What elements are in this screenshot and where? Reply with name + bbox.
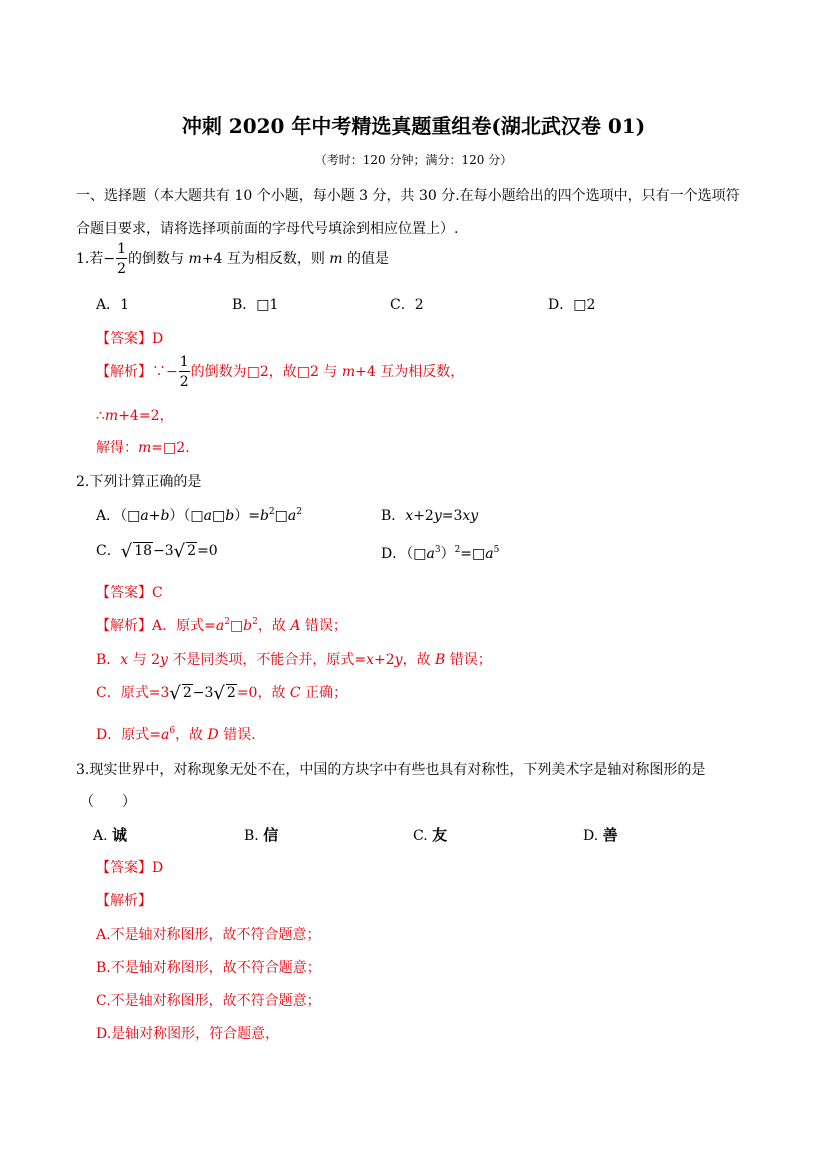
q1-line3-m: m bbox=[138, 440, 152, 456]
q2-opt-a-part: □ bbox=[212, 508, 226, 524]
q2-answer: 【答案】C bbox=[96, 585, 163, 601]
q2-opt-a-part: □ bbox=[274, 508, 288, 524]
q2-exp-c-var: C bbox=[289, 685, 301, 701]
q1-solve-label: 解得： bbox=[96, 440, 138, 456]
q2-opt-c-radicand1: 18 bbox=[134, 543, 153, 559]
q1-end: 的值是 bbox=[342, 251, 390, 267]
q2-option-d bbox=[381, 543, 499, 563]
q2-exp-b-part: +2 bbox=[374, 652, 395, 668]
q3-opt-d-label: D. bbox=[583, 828, 603, 844]
q2-exp-d-exp: 6 bbox=[169, 726, 176, 736]
q2-opt-d-part: ） bbox=[440, 546, 455, 562]
q2-opt-b-var: x bbox=[405, 508, 414, 524]
q2-opt-a-var: b bbox=[259, 508, 269, 524]
q2-exp-d-var: D bbox=[207, 727, 219, 743]
section-intro-line1: 一、选择题（本大题共有 10 个小题，每小题 3 分，共 30 分.在每小题给出的四个选项中，只有一个选项符 bbox=[76, 188, 740, 204]
q2-explanation-c bbox=[96, 682, 347, 704]
q3-explanation-c: C.不是轴对称图形，故不符合题意； bbox=[96, 993, 321, 1009]
q2-opt-d-var: a bbox=[426, 546, 435, 562]
q1-therefore: ∴ bbox=[96, 408, 105, 424]
q3-opt-c-label: C. bbox=[413, 828, 433, 844]
q1-minus: − bbox=[103, 251, 116, 267]
q2-opt-a-label: A． bbox=[96, 508, 121, 524]
q3-answer: 【答案】D bbox=[96, 860, 164, 876]
q1-exp-rest1: 的倒数为□2，故□2 与 bbox=[190, 364, 342, 380]
q2-opt-a-exp: 2 bbox=[296, 507, 302, 517]
q2-opt-d-exp: 3 bbox=[434, 545, 441, 555]
q2-opt-a-var: a bbox=[203, 508, 213, 524]
q2-opt-b-label: B． bbox=[381, 508, 406, 524]
q2-opt-a-part: ）= bbox=[234, 508, 260, 524]
q1-explanation-line2 bbox=[96, 405, 173, 425]
q3-opt-a-label: A. bbox=[93, 828, 113, 844]
q1-line2-rest: +4=2， bbox=[118, 408, 174, 424]
q1-exp-denominator: 2 bbox=[179, 374, 189, 390]
q1-fraction bbox=[116, 242, 127, 276]
sqrt-symbol: √ bbox=[169, 683, 181, 704]
q2-exp-b-part: B． bbox=[96, 652, 121, 668]
q2-exp-a-var: b bbox=[243, 618, 253, 634]
q2-opt-d-exp: 2 bbox=[454, 545, 461, 555]
q3-opt-c-char: 友 bbox=[432, 826, 448, 844]
q3-explanation-b: B.不是轴对称图形，故不符合题意； bbox=[96, 960, 321, 976]
q2-exp-a-part: 错误； bbox=[300, 618, 347, 634]
q2-exp-b-part: ，故 bbox=[402, 652, 436, 668]
q2-exp-b-var: x bbox=[366, 652, 375, 668]
q2-exp-a-exp: 2 bbox=[252, 617, 258, 627]
sqrt-symbol: √ bbox=[120, 541, 133, 562]
q2-opt-c-mid: −3 bbox=[153, 543, 174, 559]
q2-exp-d-part: 错误. bbox=[218, 727, 256, 743]
q1-option-d: D．□2 bbox=[548, 297, 596, 313]
q2-exp-c-radicand: 2 bbox=[182, 685, 192, 701]
q2-exp-a-exp: 2 bbox=[224, 617, 230, 627]
q1-exp-tag: 【解析】∵ bbox=[96, 364, 166, 380]
q2-exp-b-var: B bbox=[435, 652, 446, 668]
q1-exp-m: m bbox=[341, 364, 356, 380]
q2-exp-c-part: =0，故 bbox=[236, 685, 290, 701]
q1-var-m2: m bbox=[329, 251, 343, 267]
q1-var-m: m bbox=[188, 251, 202, 267]
q1-mid: 的倒数与 bbox=[128, 251, 189, 267]
q2-opt-d-label: D． bbox=[381, 546, 407, 562]
q2-exp-b-var: y bbox=[394, 652, 403, 668]
q2-exp-d-var: a bbox=[160, 727, 170, 743]
q3-explanation-d: D.是轴对称图形，符合题意， bbox=[96, 1026, 280, 1042]
q2-exp-b-part: 不是同类项，不能合并，原式= bbox=[167, 652, 367, 668]
q2-option-a bbox=[96, 505, 302, 525]
q2-opt-a-var: a bbox=[287, 508, 297, 524]
q2-option-c bbox=[96, 540, 218, 562]
q2-exp-b-part: 与 2 bbox=[128, 652, 161, 668]
q1-exp-fraction bbox=[179, 355, 190, 389]
q2-opt-c-radicand2: 2 bbox=[187, 543, 197, 559]
q2-opt-b-part: =3 bbox=[441, 508, 463, 524]
q1-answer: 【答案】D bbox=[96, 331, 164, 347]
q3-opt-b-char: 信 bbox=[263, 826, 279, 844]
q1-option-c: C．2 bbox=[390, 297, 424, 313]
q2-opt-a-var: b bbox=[225, 508, 235, 524]
q2-explanation-a bbox=[96, 615, 347, 635]
q2-exp-a-part: 【解析】A．原式= bbox=[96, 618, 216, 634]
q1-explanation-line3 bbox=[96, 437, 190, 457]
page-title: 冲刺 2020 年中考精选真题重组卷(湖北武汉卷 01) bbox=[181, 114, 646, 138]
q3-opt-b-label: B. bbox=[244, 828, 264, 844]
q2-exp-a-var: a bbox=[215, 618, 225, 634]
q2-opt-a-var: b bbox=[160, 508, 170, 524]
q1-exp-numerator: 1 bbox=[179, 354, 189, 370]
q2-exp-a-part: □ bbox=[229, 618, 244, 634]
q2-exp-b-var: x bbox=[120, 652, 129, 668]
q3-opt-a-char: 诚 bbox=[112, 826, 128, 844]
q3-explanation-tag: 【解析】 bbox=[96, 893, 152, 909]
sqrt-symbol: √ bbox=[173, 541, 186, 562]
q2-opt-d-var: a bbox=[485, 546, 494, 562]
question-1-stem bbox=[76, 242, 389, 276]
question-3-stem-line1: 3.现实世界中，对称现象无处不在，中国的方块字中有些也具有对称性，下列美术字是轴对称图形的是 bbox=[76, 762, 706, 778]
q2-opt-a-part: （□ bbox=[120, 508, 141, 524]
q3-option-c bbox=[413, 824, 447, 845]
q3-opt-d-char: 善 bbox=[602, 826, 618, 844]
question-2-stem: 2.下列计算正确的是 bbox=[76, 474, 202, 490]
q2-option-b bbox=[381, 505, 478, 525]
q2-opt-b-var: y bbox=[433, 508, 442, 524]
q2-opt-b-var: xy bbox=[462, 508, 479, 524]
q2-exp-c-part: 正确； bbox=[300, 685, 348, 701]
q1-plus4: +4 互为相反数，则 bbox=[201, 251, 330, 267]
q2-exp-b-part: 错误； bbox=[445, 652, 492, 668]
q2-exp-c-part: −3 bbox=[192, 685, 214, 701]
q1-option-a: A．1 bbox=[96, 297, 130, 313]
q1-line3-rest: =□2. bbox=[151, 440, 190, 456]
q2-explanation-b bbox=[96, 649, 492, 669]
question-3-stem-line2: （ ） bbox=[80, 794, 136, 810]
sqrt-symbol: √ bbox=[213, 683, 225, 704]
q2-opt-a-part: + bbox=[148, 508, 161, 524]
q2-exp-a-part: ，故 bbox=[257, 618, 291, 634]
q3-option-d bbox=[583, 824, 618, 845]
q3-option-b bbox=[244, 824, 278, 845]
q1-exp-rest2: +4 互为相反数， bbox=[355, 364, 465, 380]
q2-exp-a-var: A bbox=[290, 618, 301, 634]
exam-info: （考时：120 分钟；满分：120 分） bbox=[314, 153, 513, 167]
q2-opt-d-exp: 5 bbox=[493, 545, 500, 555]
q2-exp-d-part: ，故 bbox=[175, 727, 208, 743]
q1-exp-minus: − bbox=[166, 364, 178, 380]
q1-denominator: 2 bbox=[117, 261, 127, 277]
q2-opt-b-part: +2 bbox=[413, 508, 434, 524]
q2-opt-a-var: a bbox=[140, 508, 149, 524]
q2-exp-b-var: y bbox=[160, 652, 168, 668]
q2-opt-c-label: C． bbox=[96, 543, 121, 559]
section-intro-line2: 合题目要求，请将选择项前面的字母代号填涂到相应位置上）. bbox=[76, 221, 459, 237]
q1-explanation bbox=[96, 355, 464, 389]
q2-opt-c-end: =0 bbox=[197, 543, 218, 559]
q2-opt-d-part: （□ bbox=[406, 546, 427, 562]
q3-option-a bbox=[93, 824, 127, 845]
q1-line2-m: m bbox=[104, 408, 119, 424]
q2-exp-c-part: C．原式=3 bbox=[96, 685, 170, 701]
q2-opt-d-part: =□ bbox=[460, 546, 486, 562]
q2-exp-c-radicand: 2 bbox=[226, 685, 236, 701]
q2-opt-a-part: ）（□ bbox=[169, 508, 204, 524]
q1-option-b: B．□1 bbox=[232, 297, 279, 313]
q1-prefix: 1.若 bbox=[76, 251, 104, 267]
q2-exp-d-part: D．原式= bbox=[96, 727, 161, 743]
q2-opt-a-exp: 2 bbox=[268, 507, 275, 517]
q2-explanation-d bbox=[96, 724, 256, 744]
q1-numerator: 1 bbox=[117, 241, 127, 257]
q3-explanation-a: A.不是轴对称图形，故不符合题意； bbox=[96, 927, 321, 943]
